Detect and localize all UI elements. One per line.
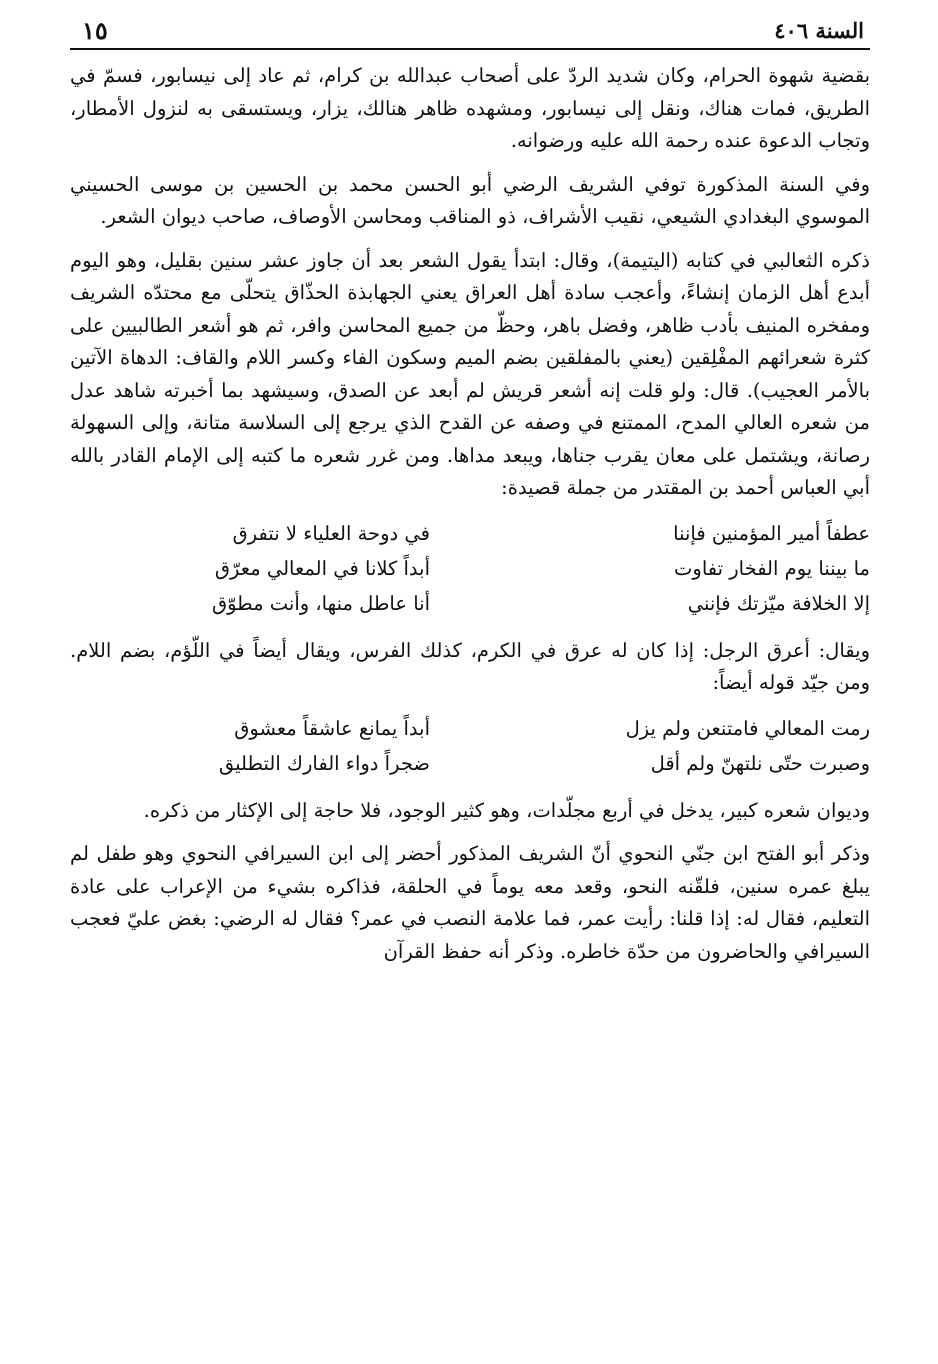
verse-second-hemistich: في دوحة العلياء لا نتفرق bbox=[232, 521, 430, 545]
verse-first-hemistich: ما بيننا يوم الفخار تفاوت bbox=[674, 556, 870, 580]
verse-first-hemistich: وصبرت حتّى نلتهنّ ولم أقل bbox=[650, 751, 870, 775]
verse-second-hemistich: ضجراً دواء الفارك التطليق bbox=[218, 751, 430, 775]
paragraph: بقضية شهوة الحرام، وكان شديد الردّ على أصحاب عبدالله بن كرام، ثم عاد إلى نيسابور، فسمّ في الطريق، فمات هناك، ونقل إلى نيسابور، ومشهده ظاهر هنالك، يزار، ويستسقى به لنزول الأمطار، وتجاب الدعوة عنده رحمة الله عليه ورضوانه. bbox=[70, 64, 870, 152]
verse-line bbox=[70, 586, 870, 621]
verse-line bbox=[70, 746, 870, 781]
book-page bbox=[70, 14, 870, 979]
verse-first-hemistich: رمت المعالي فامتنعن ولم يزل bbox=[625, 716, 870, 740]
poem-block bbox=[70, 516, 870, 621]
paragraph: وفي السنة المذكورة توفي الشريف الرضي أبو الحسن محمد بن الحسين بن موسى الحسيني الموسوي البغدادي الشيعي، نقيب الأشراف، ذو المناقب ومحاسن الأوصاف، صاحب ديوان الشعر. bbox=[70, 172, 870, 228]
paragraph: ويقال: أعرق الرجل: إذا كان له عرق في الكرم، كذلك الفرس، ويقال أيضاً في اللّؤم، بضم اللام. ومن جيّد قوله أيضاً: bbox=[70, 638, 870, 694]
verse-second-hemistich: أنا عاطل منها، وأنت مطوّق bbox=[211, 591, 430, 615]
verse-second-hemistich: أبداً كلانا في المعالي معرّق bbox=[214, 556, 430, 580]
verse-line bbox=[70, 516, 870, 551]
verse-line bbox=[70, 551, 870, 586]
verse-first-hemistich: إلا الخلافة ميّزتك فإنني bbox=[687, 591, 870, 615]
paragraph: ذكره الثعالبي في كتابه (اليتيمة)، وقال: ابتدأ يقول الشعر بعد أن جاوز عشر سنين بقليل، وهو اليوم أبدع أهل الزمان إنشاءً، وأعجب سادة أهل العراق يعني الجهابذة الحذّاق يتحلّى مع محتدّه الشريف ومفخره المنيف بأدب ظاهر، وفضل باهر، وحظّ من جميع المحاسن وافر، ثم هو أشعر الطالبيين على كثرة شعرائهم المفْلِقين (يعني بالمفلقين بضم الميم وسكون الفاء وكسر اللام والقاف: الدهاة الآتين بالأمر العجيب). قال: ولو قلت إنه أشعر قريش لم أبعد عن الصدق، وسيشهد بما أخبرته شاهد عدل من شعره العالي المدح، الممتنع في وصفه عن القدح الذي يرجع إلى السلاسة متانة، وإلى السهولة رصانة، ويشتمل على معان يقرب جناها، ويبعد مداها. ومن غرر شعره ما كتبه إلى الإمام القادر بالله أبي العباس أحمد بن المقتدر من جملة قصيدة: bbox=[70, 248, 870, 499]
running-head-year: السنة ٤٠٦ bbox=[774, 18, 864, 43]
verse-first-hemistich: عطفاً أمير المؤمنين فإننا bbox=[673, 521, 870, 545]
verse-second-hemistich: أبداً يمانع عاشقاً معشوق bbox=[234, 716, 430, 740]
paragraph: وديوان شعره كبير، يدخل في أربع مجلّدات، وهو كثير الوجود، فلا حاجة إلى الإكثار من ذكره. bbox=[143, 798, 870, 822]
page-header bbox=[70, 14, 870, 50]
verse-line bbox=[70, 711, 870, 746]
page-number: ١٥ bbox=[82, 16, 108, 45]
poem-block bbox=[70, 711, 870, 781]
paragraph: وذكر أبو الفتح ابن جنّي النحوي أنّ الشريف المذكور أحضر إلى ابن السيرافي النحوي وهو طفل لم يبلغ عمره سنين، فلقّنه النحو، وقعد معه يوماً في الحلقة، فذاكره بشيء من الإعراب على عادة التعليم، فقال له: إذا قلنا: رأيت عمر، فما علامة النصب في عمر؟ فقال له الرضي: بغض عليّ فعجب السيرافي والحاضرون من حدّة خاطره. وذكر أنه حفظ القرآن bbox=[70, 842, 870, 963]
